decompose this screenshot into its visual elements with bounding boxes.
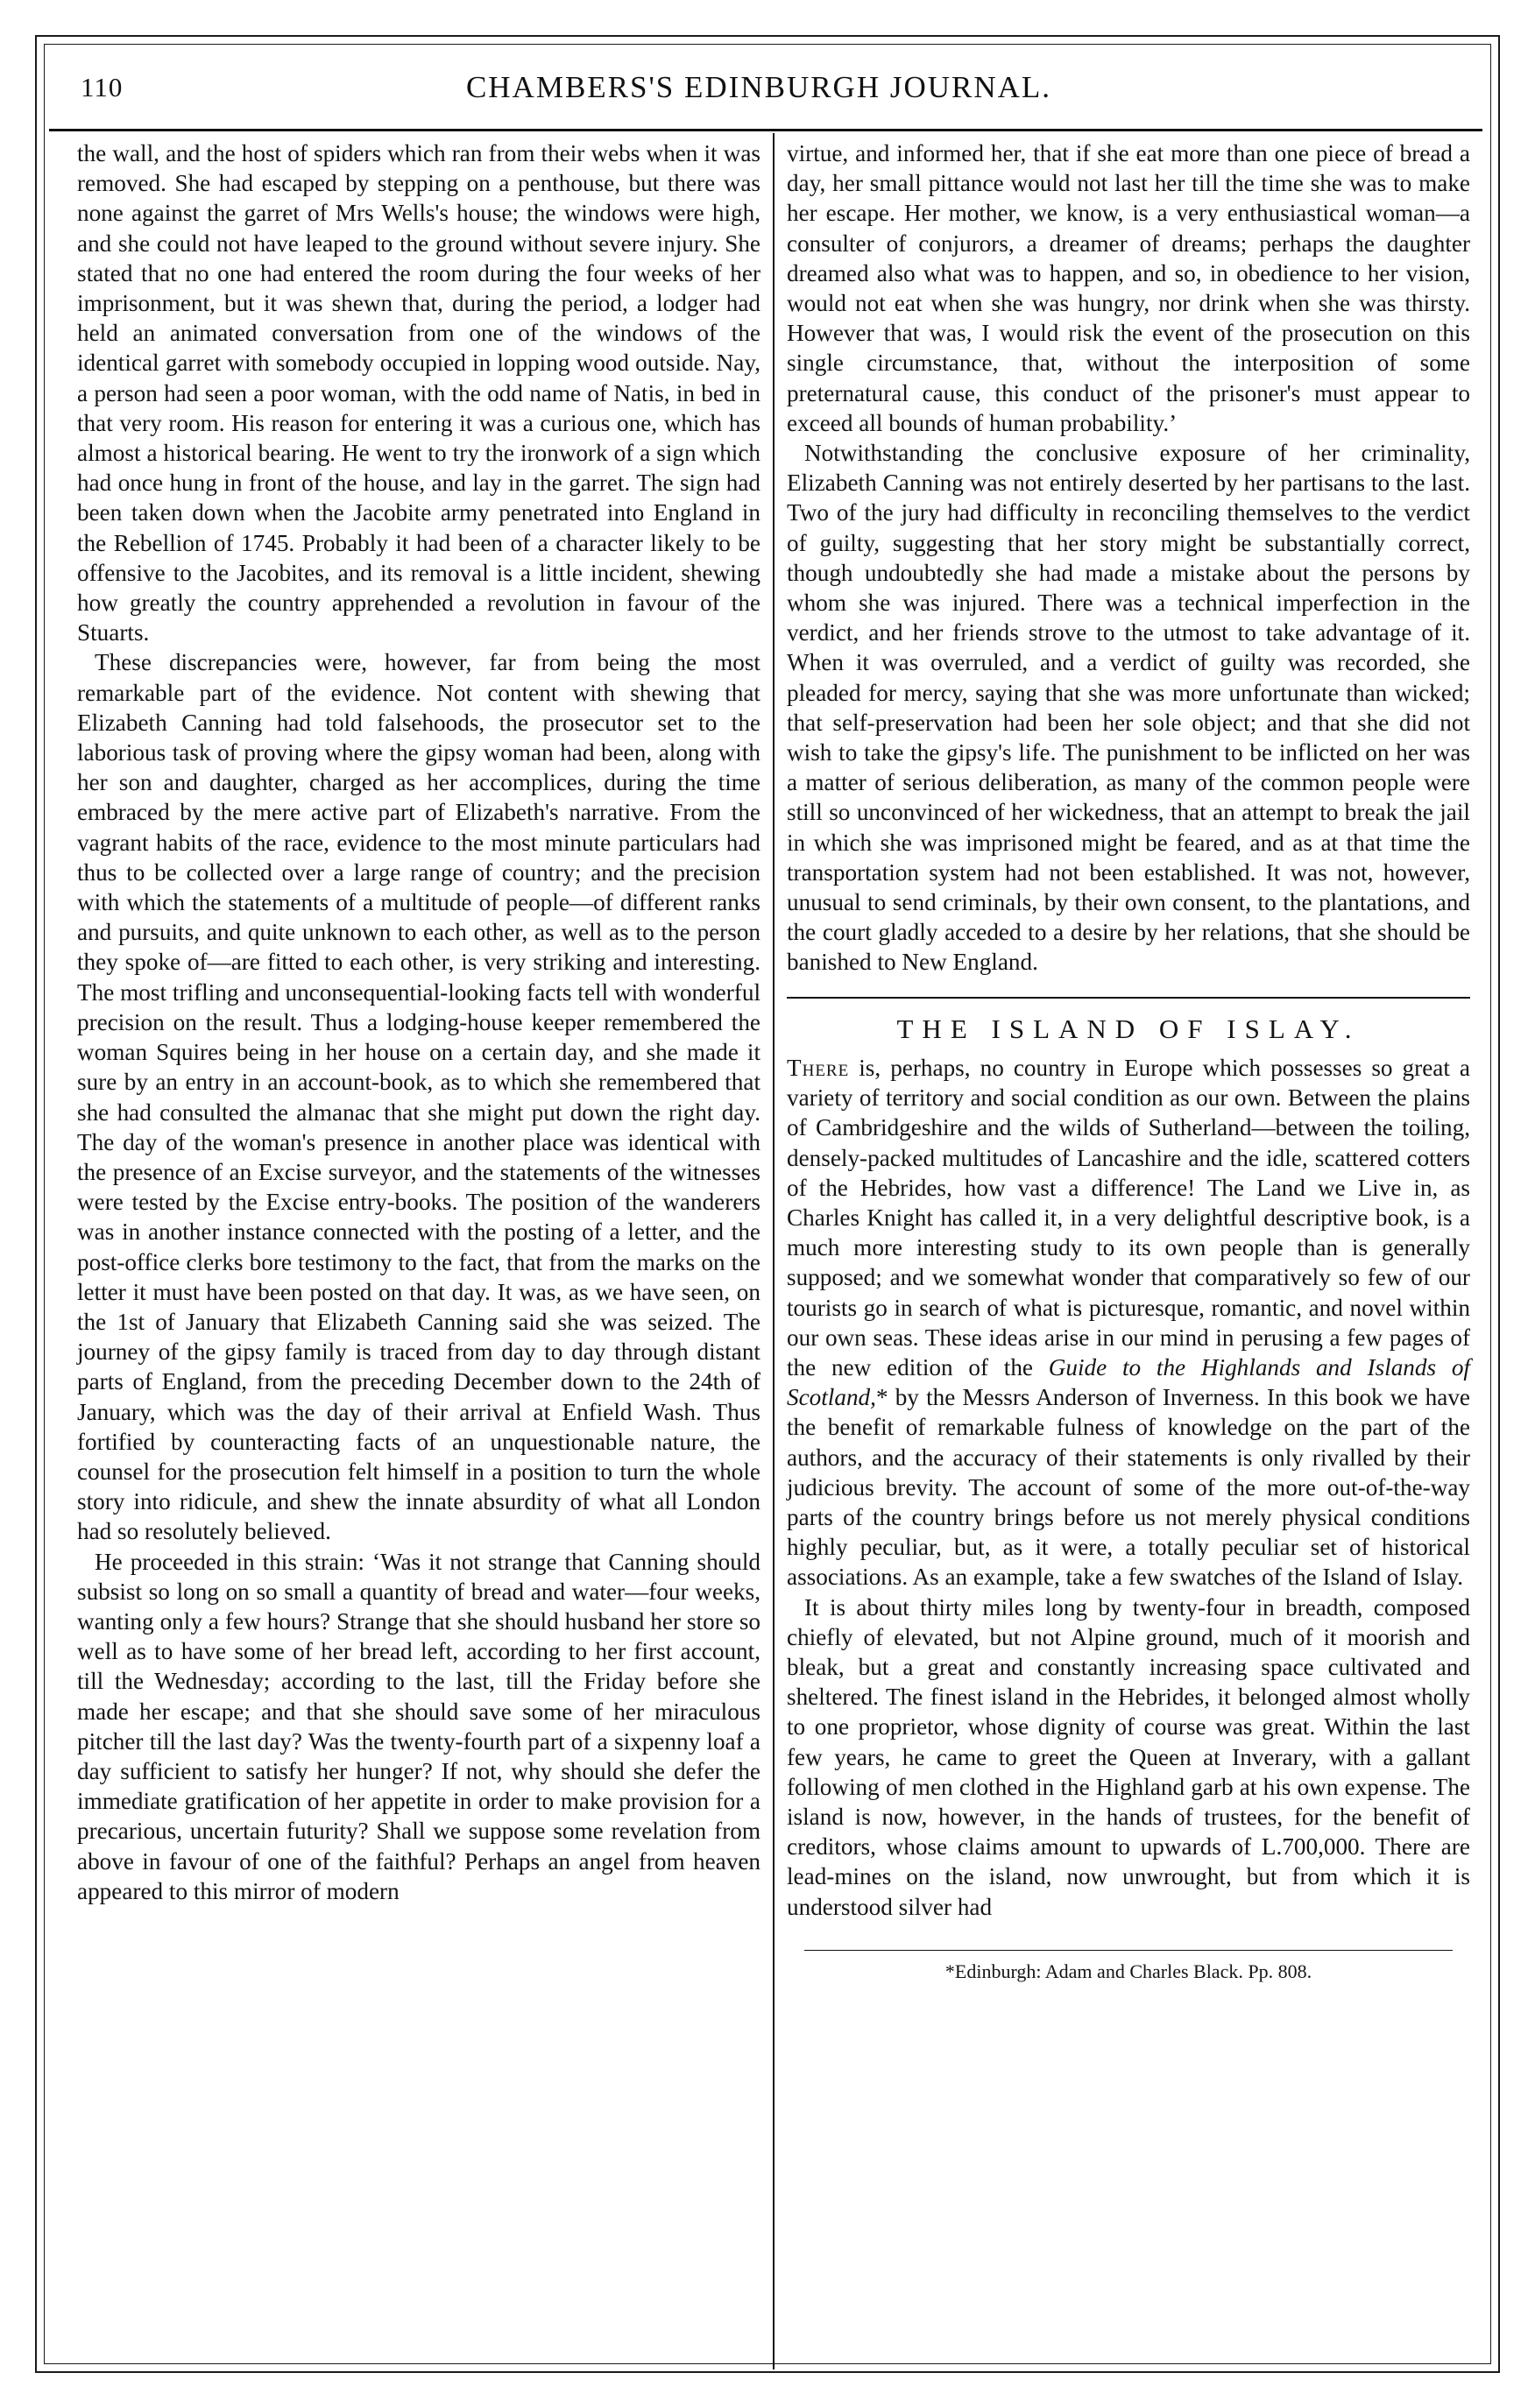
journal-title: CHAMBERS'S EDINBURGH JOURNAL. [465, 70, 1052, 104]
footnote: *Edinburgh: Adam and Charles Black. Pp. 808. [944, 1960, 1312, 1982]
paragraph: He proceeded in this strain: ‘Was it not strange that Canning should subsist so long on so small a quantity of bread and water—four weeks, wanting only a few hours? Strange that she should husband her store so well as to have some of her bread left, according to her first account, till the Wednesday; according to the last, till the Friday before she made her escape; and that she should save some of her miraculous pitcher till the last day? Was the twenty-fourth part of a sixpenny loaf a day sufficient to satisfy her hunger? If not, why should she defer the immediate gratification of her appetite in order to make provision for a precarious, uncertain futurity? Shall we suppose some revelation from above in favour of one of the faithful? Perhaps an angel from heaven appeared to this mirror of modern [77, 1548, 760, 1904]
paragraph: Notwithstanding the conclusive exposure of her criminality, Elizabeth Canning was not entirely deserted by her partisans to the last. Two of the jury had difficulty in reconciling themselves to the verdict of guilty, suggesting that her story might be substantially correct, though undoubtedly she had made a mistake about the persons by whom she was injured. There was a technical imperfection in the verdict, and her friends strove to the utmost to take advantage of it. When it was overruled, and a verdict of guilty was recorded, she pleaded for mercy, saying that she was more unfortunate than wicked; that self-preservation had been her sole object; and that she did not wish to take the gipsy's life. The punishment to be inflicted on her was a matter of serious deliberation, as many of the common people were still so unconvinced of her wickedness, that an attempt to break the jail in which she was imprisoned might be feared, and as at that time the transportation system had not been established. It was not, however, unusual to send criminals, by their own consent, to the plantations, and the court gladly acceded to a desire by her relations, that she should be banished to New England. [787, 440, 1470, 976]
page-number: 110 [81, 72, 124, 102]
column-divider [773, 133, 775, 2369]
paragraph: virtue, and informed her, that if she eat more than one piece of bread a day, her small pittance would not last her till the time she was to make her escape. Her mother, we know, is a very enthusiastical woman—a consulter of conjurors, a dreamer of dreams; perhaps the daughter dreamed also what was to happen, and so, in obedience to her vision, would not eat when she was hungry, nor drink when she was thirsty. However that was, I would risk the event of the prosecution on this single circumstance, that, without the interposition of some preternatural cause, this conduct of the prisoner's must appear to exceed all bounds of human probability.’ [787, 140, 1470, 436]
right-column [787, 138, 1470, 1984]
paragraph: It is about thirty miles long by twenty-four in breadth, composed chiefly of elevated, but not Alpine ground, much of it moorish and bleak, but a great and constantly increasing space cultivated and sheltered. The finest island in the Hebrides, it belonged almost wholly to one proprietor, whose dignity of course was great. Within the last few years, he came to greet the Queen at Inverary, with a gallant following of men clothed in the Highland garb at his own expense. The island is now, however, in the hands of trustees, for the benefit of creditors, whose claims amount to upwards of L.700,000. There are lead-mines on the island, now unwrought, but from which it is understood silver had [787, 1593, 1470, 1920]
header-rule [49, 129, 1482, 131]
paragraph: the wall, and the host of spiders which ran from their webs when it was removed. She had escaped by stepping on a penthouse, but there was none against the garret of Mrs Wells's house; the windows were high, and she could not have leaped to the ground without severe injury. She stated that no one had entered the room during the four weeks of her imprisonment, but it was shewn that, during the period, a lodger had held an animated conversation from one of the windows of the identical garret with somebody occupied in lopping wood outside. Nay, a person had seen a poor woman, with the odd name of Natis, in bed in that very room. His reason for entering it was a curious one, which has almost a historical bearing. He went to try the ironwork of a sign which had once hung in front of the house, and lay in the garret. The sign had been taken down when the Jacobite army penetrated into England in the Rebellion of 1745. Probably it had been of a character likely to be offensive to the Jacobites, and its removal is a little incident, shewing how greatly the country apprehended a revolution in favour of the Stuarts. [77, 140, 760, 646]
paragraph-text: is, perhaps, no country in Europe which possesses so great a variety of territory and social condition as our own. Between the plains of Cambridgeshire and the wilds of Sutherland—between the toiling, densely-packed multitudes of Lancashire and the idle, scattered cotters of the Hebrides, how vast a difference! The Land we Live in, as Charles Knight has called it, in a very delightful descriptive book, is a much more interesting study to its own people than is generally supposed; and we somewhat wonder that comparatively so few of our tourists go in search of what is picturesque, romantic, and novel within our own seas. These ideas arise in our mind in perusing a few pages of the new edition of the [787, 1054, 1470, 1381]
page-header [49, 61, 1468, 126]
lead-word: There [787, 1054, 850, 1081]
paragraph [787, 1053, 1470, 1592]
paragraph-text: * by the Messrs Anderson of Inverness. In this book we have the benefit of remarkable fulness of knowledge on the part of the authors, and the accuracy of their statements is only rivalled by their judicious brevity. The account of some of the more out-of-the-way parts of the country brings before us not merely physical conditions highly peculiar, but, as it were, a totally peculiar set of historical associations. As an example, take a few swatches of the Island of Islay. [787, 1384, 1470, 1591]
footnote-rule [804, 1950, 1453, 1951]
section-rule [787, 997, 1470, 999]
book-title: Guide to the Highlands and Islands of Scotland, [787, 1353, 1470, 1411]
paragraph: These discrepancies were, however, far from being the most remarkable part of the evidence. Not content with shewing that Elizabeth Canning had told falsehoods, the prosecutor set to the laborious task of proving where the gipsy woman had been, along with her son and daughter, charged as her accomplices, during the time embraced by the mere active part of Elizabeth's narrative. From the vagrant habits of the race, evidence to the most minute particulars had thus to be collected over a large range of country; and the precision with which the statements of a multitude of people—of different ranks and pursuits, and quite unknown to each other, as well as to the person they spoke of—are fitted to each other, is very striking and interesting. The most trifling and unconsequential-looking facts tell with wonderful precision on the result. Thus a lodging-house keeper remembered the woman Squires being in her house on a certain day, and she made it sure by an entry in an account-book, as to which she remembered that she had consulted the almanac that she might put down the right day. The day of the woman's presence in another place was identical with the presence of an Excise surveyor, and the statements of the witnesses were tested by the Excise entry-books. The position of the wanderers was in another instance connected with the posting of a letter, and the post-office clerks bore testimony to the fact, that from the marks on the letter it must have been posted on that day. It was, as we have seen, on the 1st of January that Elizabeth Canning said she was seized. The journey of the gipsy family is traced from day to day through distant parts of England, from the preceding December down to the 24th of January, which was the day of their arrival at Enfield Wash. Thus fortified by counteracting facts of an unquestionable nature, the counsel for the prosecution felt himself in a position to turn the whole story into ridicule, and shew the innate absurdity of what all London had so resolutely believed. [77, 649, 760, 1545]
article-title: THE ISLAND OF ISLAY. [896, 1013, 1361, 1044]
left-column [77, 138, 760, 1906]
